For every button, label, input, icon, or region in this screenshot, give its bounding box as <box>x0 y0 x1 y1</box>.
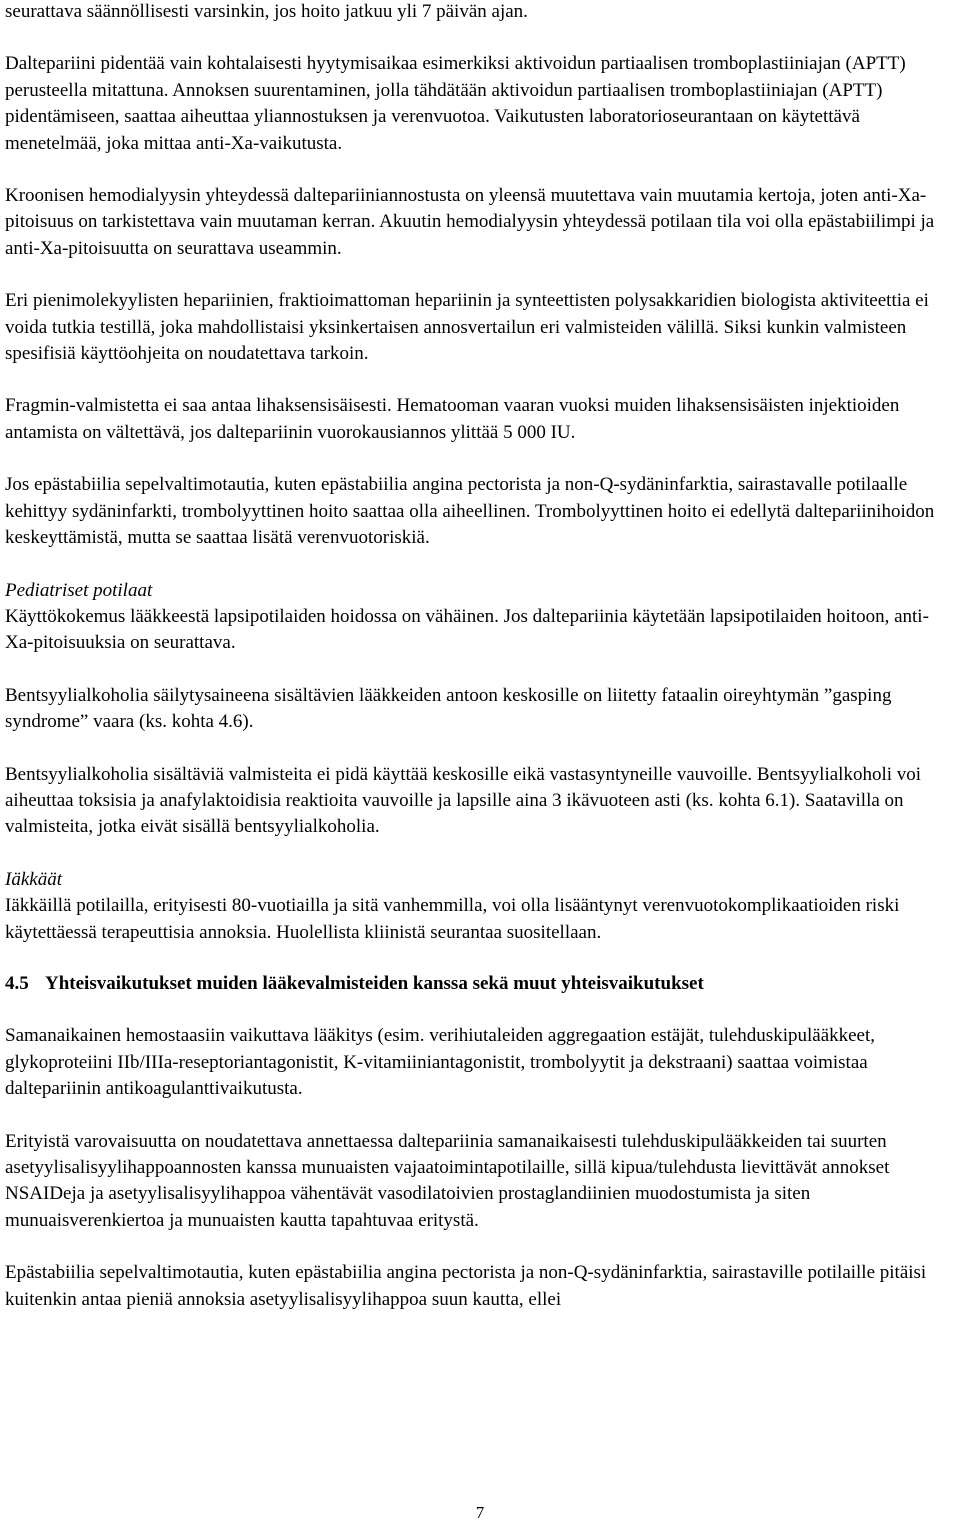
paragraph-elderly: Iäkkäillä potilailla, erityisesti 80-vuotiailla ja sitä vanhemmilla, voi olla lisääntynyt verenvuotokomplikaatioiden riski käytettäessä terapeuttisia annoksia. Huolellista kliinistä seurantaa suositellaan. <box>5 895 900 943</box>
subheading-pediatric: Pediatriset potilaat <box>5 579 153 601</box>
paragraph-benzyl-alcohol-warning: Bentsyylialkoholia säilytysaineena sisältävien lääkkeiden antoon keskosille on liitetty fataalin oireyhtymän ”gasping syndrome” vaara (ks. kohta 4.6). <box>5 684 892 733</box>
paragraph-pediatric: Käyttökokemus lääkkeestä lapsipotilaiden hoidossa on vähäinen. Jos daltepariinia käytetään lapsipotilaiden hoitoon, anti-Xa-pitoisuuksia on seurattava. <box>5 605 929 654</box>
paragraph-hemostasis: Samanaikainen hemostaasiin vaikuttava lääkitys (esim. verihiutaleiden aggregaation estäjät, tulehduskipulääkkeet, glykoproteiini IIb/IIIa-reseptoriantagonistit, K-vitamiiniantagonistit, trombolyytit ja dekstraani) saattaa voimistaa daltepariinin antikoagulanttivaikutusta. <box>5 1025 876 1100</box>
paragraph-unstable-angina: Epästabiilia sepelvaltimotautia, kuten epästabiilia angina pectorista ja non-Q-sydäninfarktia, sairastaville potilaille pitäisi kuitenkin antaa pieniä annoksia asetyylisalisyylihappoa suun kautta, ellei <box>5 1262 927 1310</box>
section-heading <box>5 971 955 997</box>
paragraph-lmwh-comparison: Eri pienimolekyylisten hepariinien, fraktioimattoman hepariinin ja synteettisten polysakkaridien biologista aktiviteettia ei voida tutkia testillä, joka mahdollistaisi yksinkertaisen annosvertailun eri valmisteiden välillä. Siksi kunkin valmisteen spesifisiä käyttöohjeita on noudatettava tarkoin. <box>5 290 929 365</box>
section-number: 4.5 <box>5 972 29 994</box>
page-number: 7 <box>475 1503 485 1522</box>
document-page <box>5 0 955 1313</box>
section-title: Yhteisvaikutukset muiden lääkevalmisteiden kanssa sekä muut yhteisvaikutukset <box>45 972 704 994</box>
paragraph-thrombolytic: Jos epästabiilia sepelvaltimotautia, kuten epästabiilia angina pectorista ja non-Q-sydäninfarktia, sairastavalle potilaalle kehittyy sydäninfarkti, trombolyyttinen hoito saattaa olla aiheellinen. Trombolyyttinen hoito ei edellytä daltepariinihoidon keskeyttämistä, mutta se saattaa lisätä verenvuotoriskiä. <box>5 474 935 549</box>
subheading-elderly: Iäkkäät <box>5 868 62 890</box>
paragraph-intramuscular: Fragmin-valmistetta ei saa antaa lihaksensisäisesti. Hematooman vaaran vuoksi muiden lihaksensisäisten injektioiden antamista on vältettävä, jos daltepariinin vuorokausiannos ylittää 5 000 IU. <box>5 395 900 443</box>
paragraph-hemodialysis: Kroonisen hemodialyysin yhteydessä daltepariiniannostusta on yleensä muutettava vain muutamia kertoja, joten anti-Xa-pitoisuus on tarkistettava vain muutaman kerran. Akuutin hemodialyysin yhteydessä potilaan tila voi olla epästabiilimpi ja anti-Xa-pitoisuutta on seurattava useammin. <box>5 185 935 259</box>
paragraph-nsaid-caution: Erityistä varovaisuutta on noudatettava annettaessa daltepariinia samanaikaisesti tulehduskipulääkkeiden tai suurten asetyylisalisyylihappoannosten kanssa munuaisten vajaatoimintapotilaille, sillä kipua/tulehdusta lievittävät annokset NSAIDeja ja asetyylisalisyylihappoa vähentävät vasodilatoivien prostaglandiinien muodostumista ja siten munuaisverenkiertoa ja munuaisten kautta tapahtuvaa eritystä. <box>5 1130 890 1231</box>
paragraph-benzyl-alcohol-newborns: Bentsyylialkoholia sisältäviä valmisteita ei pidä käyttää keskosille eikä vastasyntyneille vauvoille. Bentsyylialkoholi voi aiheuttaa toksisia ja anafylaktoidisia reaktioita vauvoille ja lapsille aina 3 ikävuoteen asti (ks. kohta 6.1). Saatavilla on valmisteita, jotka eivät sisällä bentsyylialkoholia. <box>5 763 922 838</box>
paragraph-aptt: Daltepariini pidentää vain kohtalaisesti hyytymisaikaa esimerkiksi aktivoidun partiaalisen tromboplastiiniajan (APTT) perusteella mitattuna. Annoksen suurentaminen, jolla tähdätään aktivoidun partiaalisen tromboplastiiniajan (APTT) pidentämiseen, saattaa aiheuttaa yliannostuksen ja verenvuotoa. Vaikutusten laboratorioseurantaan on käytettävä menetelmää, joka mittaa anti-Xa-vaikutusta. <box>5 53 906 154</box>
paragraph-monitoring-continuation: seurattava säännöllisesti varsinkin, jos hoito jatkuu yli 7 päivän ajan. <box>5 1 528 22</box>
